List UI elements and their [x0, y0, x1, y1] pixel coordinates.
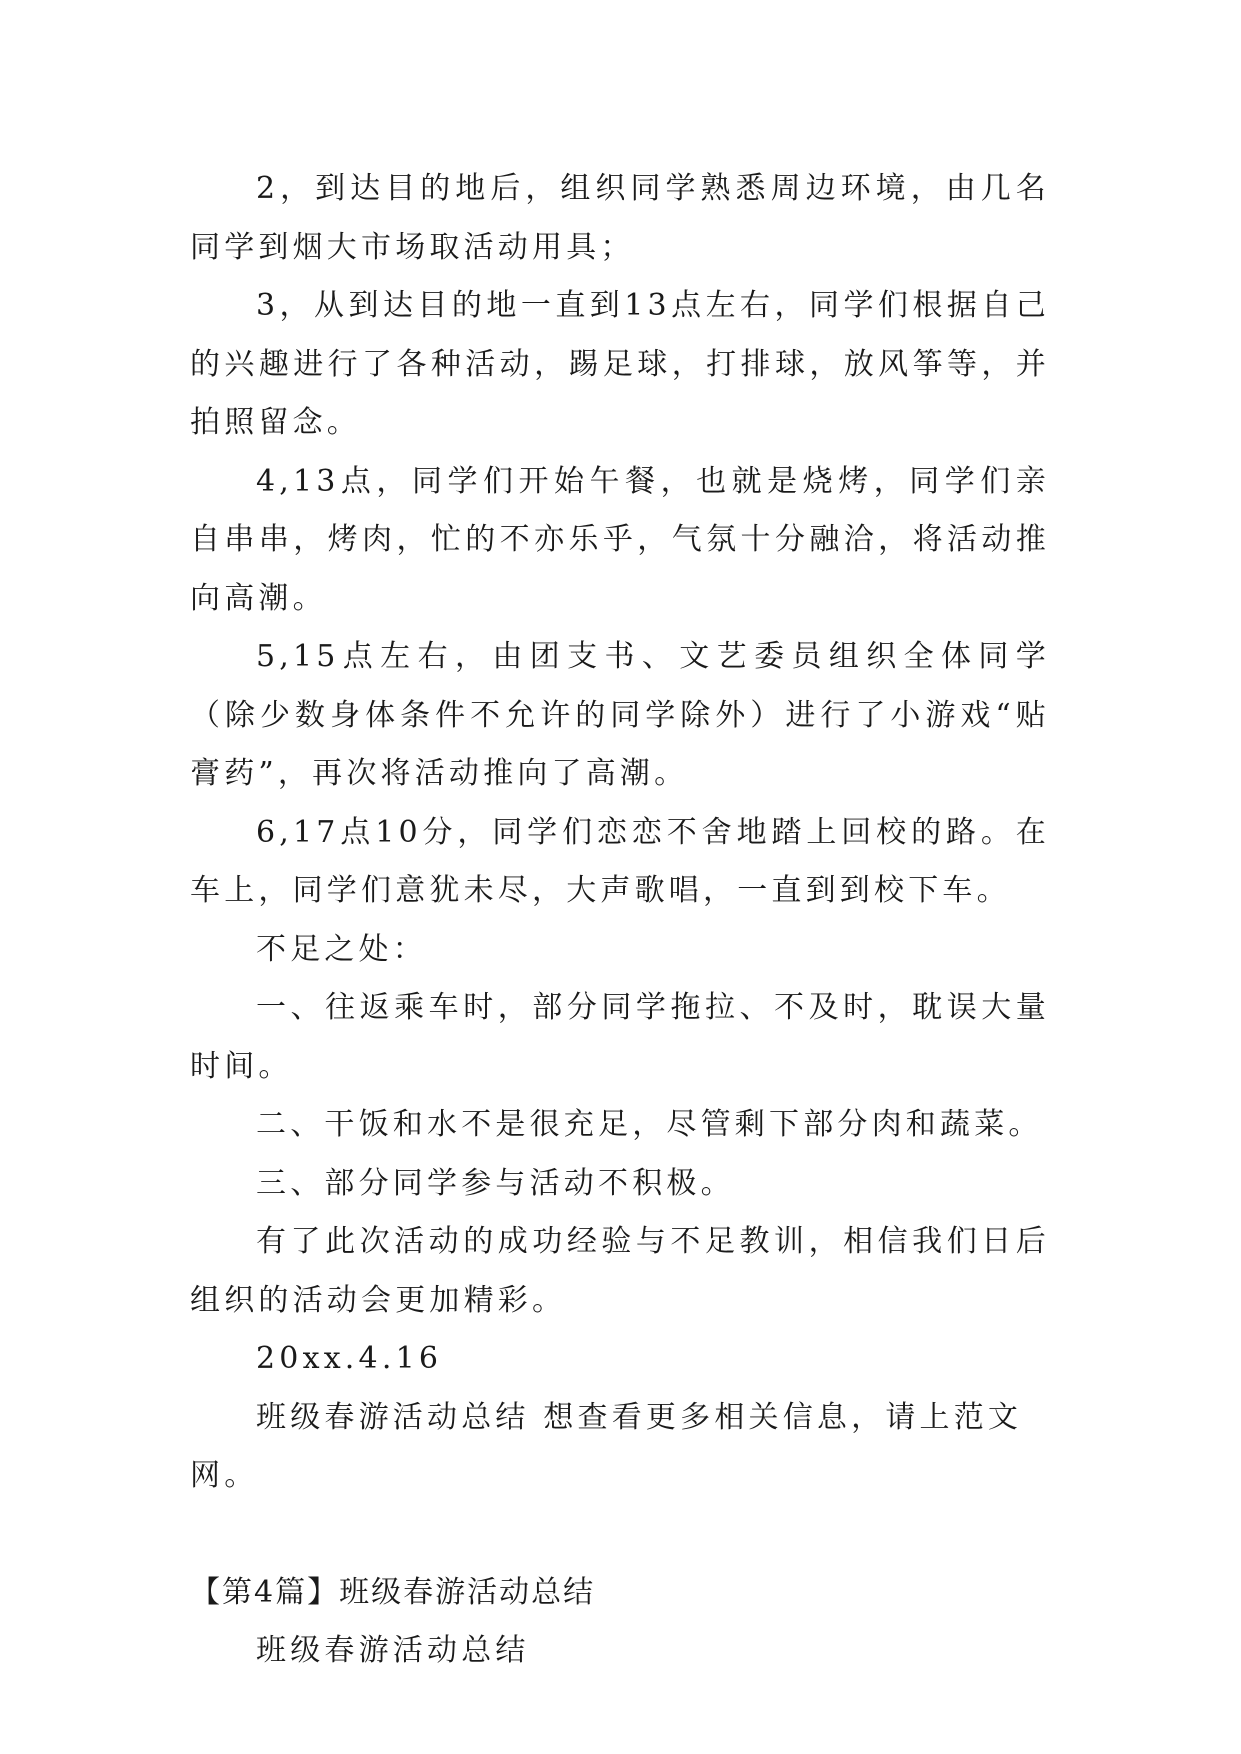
section-title: 班级春游活动总结	[256, 1633, 530, 1668]
document-date: 20xx.4.16	[256, 1341, 443, 1376]
paragraph-step-6: 6,17点10分，同学们恋恋不舍地踏上回校的路。在车上，同学们意犹未尽，大声歌唱，一直到到校下车。	[190, 814, 1050, 908]
shortcomings-heading: 不足之处：	[256, 931, 427, 967]
section-heading: 【第4篇】班级春游活动总结	[190, 1574, 596, 1610]
section-spacer	[190, 1506, 1050, 1564]
shortcoming-1: 一、往返乘车时，部分同学拖拉、不及时，耽误大量时间。	[190, 990, 1050, 1084]
paragraph-step-3: 3，从到达目的地一直到13点左右，同学们根据自己的兴趣进行了各种活动，踢足球，打排球，放风筝等，并拍照留念。	[190, 288, 1050, 440]
paragraph-step-5: 5,15点左右，由团支书、文艺委员组织全体同学（除少数身体条件不允许的同学除外）进行了小游戏“贴膏药”，再次将活动推向了高潮。	[190, 639, 1050, 791]
conclusion-paragraph: 有了此次活动的成功经验与不足教训，相信我们日后组织的活动会更加精彩。	[190, 1224, 1050, 1318]
paragraph-step-2: 2，到达目的地后，组织同学熟悉周边环境，由几名同学到烟大市场取活动用具；	[190, 171, 1050, 265]
paragraph-step-4: 4,13点，同学们开始午餐，也就是烧烤，同学们亲自串串，烤肉，忙的不亦乐乎，气氛十分融洽，将活动推向高潮。	[190, 463, 1050, 616]
document-body	[190, 160, 1050, 1681]
shortcoming-2: 二、干饭和水不是很充足，尽管剩下部分肉和蔬菜。	[256, 1107, 1043, 1142]
shortcoming-3: 三、部分同学参与活动不积极。	[256, 1165, 735, 1201]
footer-note: 班级春游活动总结 想查看更多相关信息，请上范文网。	[190, 1399, 1023, 1493]
